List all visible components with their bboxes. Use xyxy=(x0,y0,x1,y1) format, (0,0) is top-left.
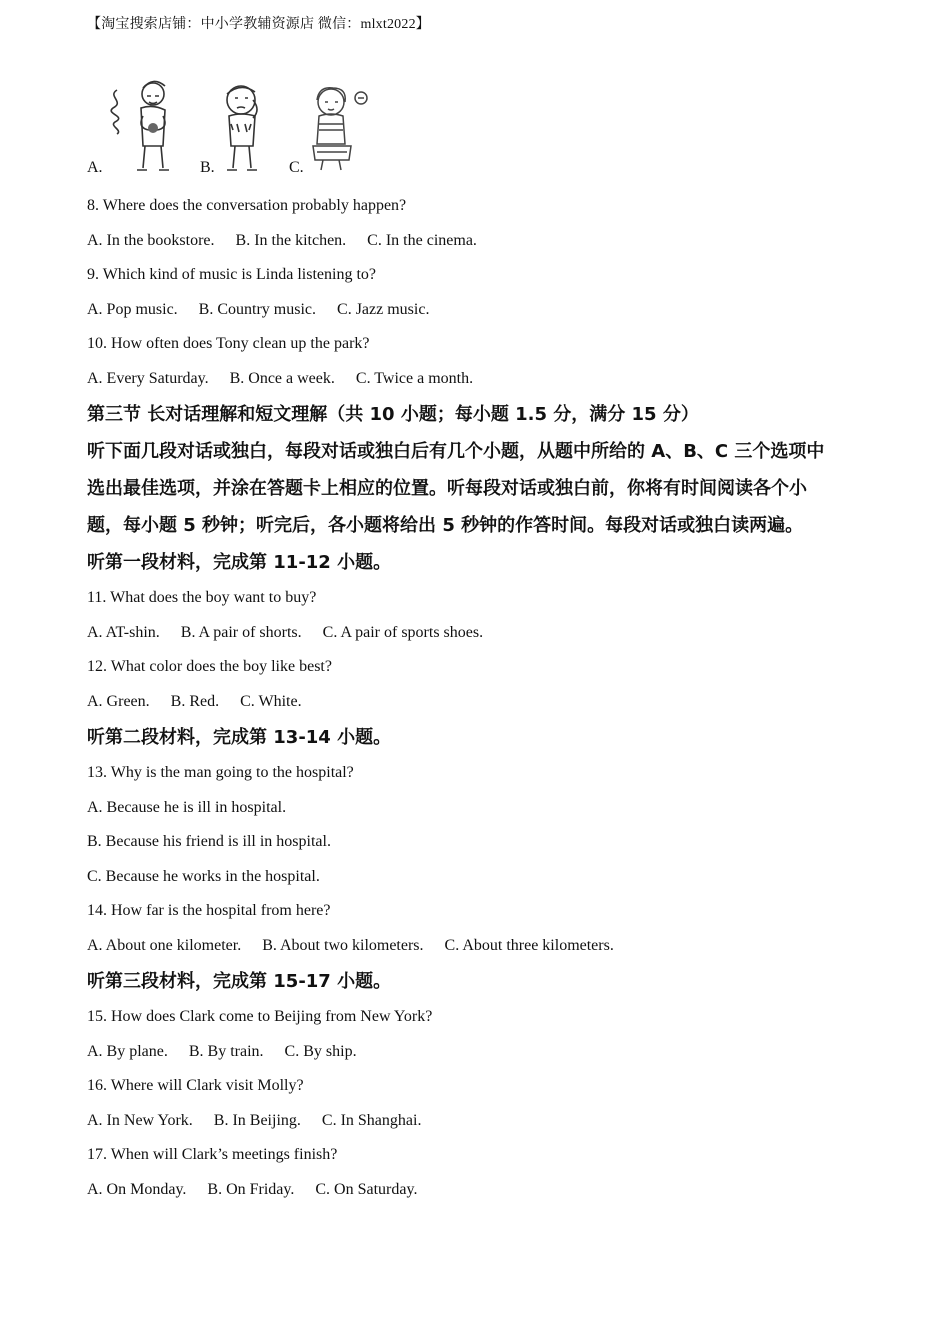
option: B. Country music. xyxy=(198,300,317,318)
question-11: 11. What does the boy want to buy? xyxy=(87,589,317,607)
man-stomachache-icon xyxy=(107,76,181,174)
section-title: 第三节 长对话理解和短文理解（共 10 小题；每小题 1.5 分，满分 15 分） xyxy=(87,404,699,425)
option: A. AT-shin. xyxy=(87,623,160,641)
question-15: 15. How does Clark come to Beijing from New York? xyxy=(87,1008,433,1026)
option: B. About two kilometers. xyxy=(262,936,424,954)
question-8: 8. Where does the conversation probably happen? xyxy=(87,197,407,215)
question-10: 10. How often does Tony clean up the park? xyxy=(87,335,370,353)
options-10 xyxy=(87,362,877,397)
option: A. Green. xyxy=(87,692,150,710)
options-11 xyxy=(87,616,877,651)
option: B. On Friday. xyxy=(207,1180,295,1198)
option-13a: A. Because he is ill in hospital. xyxy=(87,798,287,816)
option: C. In the cinema. xyxy=(367,231,477,249)
option: B. By train. xyxy=(188,1042,264,1060)
option: A. By plane. xyxy=(87,1042,168,1060)
section-instructions xyxy=(87,433,877,544)
question-16: 16. Where will Clark visit Molly? xyxy=(87,1077,304,1095)
option: C. In Shanghai. xyxy=(321,1111,422,1129)
question-list xyxy=(87,189,877,1207)
question-14: 14. How far is the hospital from here? xyxy=(87,902,331,920)
part-2-heading: 听第二段材料，完成第 13-14 小题。 xyxy=(87,727,392,748)
picture-options xyxy=(87,76,407,176)
option: C. A pair of sports shoes. xyxy=(322,623,484,641)
option: B. A pair of shorts. xyxy=(180,623,302,641)
option: C. Twice a month. xyxy=(355,369,474,387)
question-12: 12. What color does the boy like best? xyxy=(87,658,332,676)
girl-headache-icon xyxy=(307,84,371,174)
option: C. On Saturday. xyxy=(315,1180,418,1198)
boy-toothache-icon xyxy=(215,80,273,174)
options-15 xyxy=(87,1035,877,1070)
option: A. In New York. xyxy=(87,1111,193,1129)
options-16 xyxy=(87,1104,877,1139)
options-9 xyxy=(87,293,877,328)
option: B. Red. xyxy=(170,692,220,710)
option: C. Jazz music. xyxy=(337,300,430,318)
instruction-line: 题，每小题 5 秒钟；听完后，各小题将给出 5 秒钟的作答时间。每段对话或独白读两遍。 xyxy=(87,515,804,536)
option: A. On Monday. xyxy=(87,1180,187,1198)
option-13b: B. Because his friend is ill in hospital. xyxy=(87,833,331,851)
options-14 xyxy=(87,929,877,964)
question-13: 13. Why is the man going to the hospital? xyxy=(87,764,354,782)
instruction-line: 选出最佳选项，并涂在答题卡上相应的位置。听每段对话或独白前，你将有时间阅读各个小 xyxy=(87,478,807,499)
part-1-heading: 听第一段材料，完成第 11-12 小题。 xyxy=(87,552,392,573)
option-13c: C. Because he works in the hospital. xyxy=(87,867,320,885)
options-17 xyxy=(87,1173,877,1208)
option: C. White. xyxy=(240,692,302,710)
option: B. In Beijing. xyxy=(213,1111,301,1129)
question-17: 17. When will Clark’s meetings finish? xyxy=(87,1146,338,1164)
part-3-heading: 听第三段材料，完成第 15-17 小题。 xyxy=(87,971,392,992)
page-header-watermark: 【淘宝搜索店铺：中小学教辅资源店 微信：mlxt2022】 xyxy=(87,17,430,32)
options-8 xyxy=(87,224,877,259)
options-12 xyxy=(87,685,877,720)
option: B. In the kitchen. xyxy=(235,231,347,249)
option: A. Every Saturday. xyxy=(87,369,209,387)
option-b-label: B. xyxy=(200,159,215,176)
option: C. By ship. xyxy=(284,1042,357,1060)
option: A. Pop music. xyxy=(87,300,178,318)
option: A. In the bookstore. xyxy=(87,231,215,249)
option-a-label: A. xyxy=(87,159,103,176)
instruction-line: 听下面几段对话或独白，每段对话或独白后有几个小题，从题中所给的 A、B、C 三个选项中 xyxy=(87,441,825,462)
question-9: 9. Which kind of music is Linda listening to? xyxy=(87,266,376,284)
option: B. Once a week. xyxy=(229,369,335,387)
option: C. About three kilometers. xyxy=(444,936,614,954)
option: A. About one kilometer. xyxy=(87,936,242,954)
option-c-label: C. xyxy=(289,159,304,176)
